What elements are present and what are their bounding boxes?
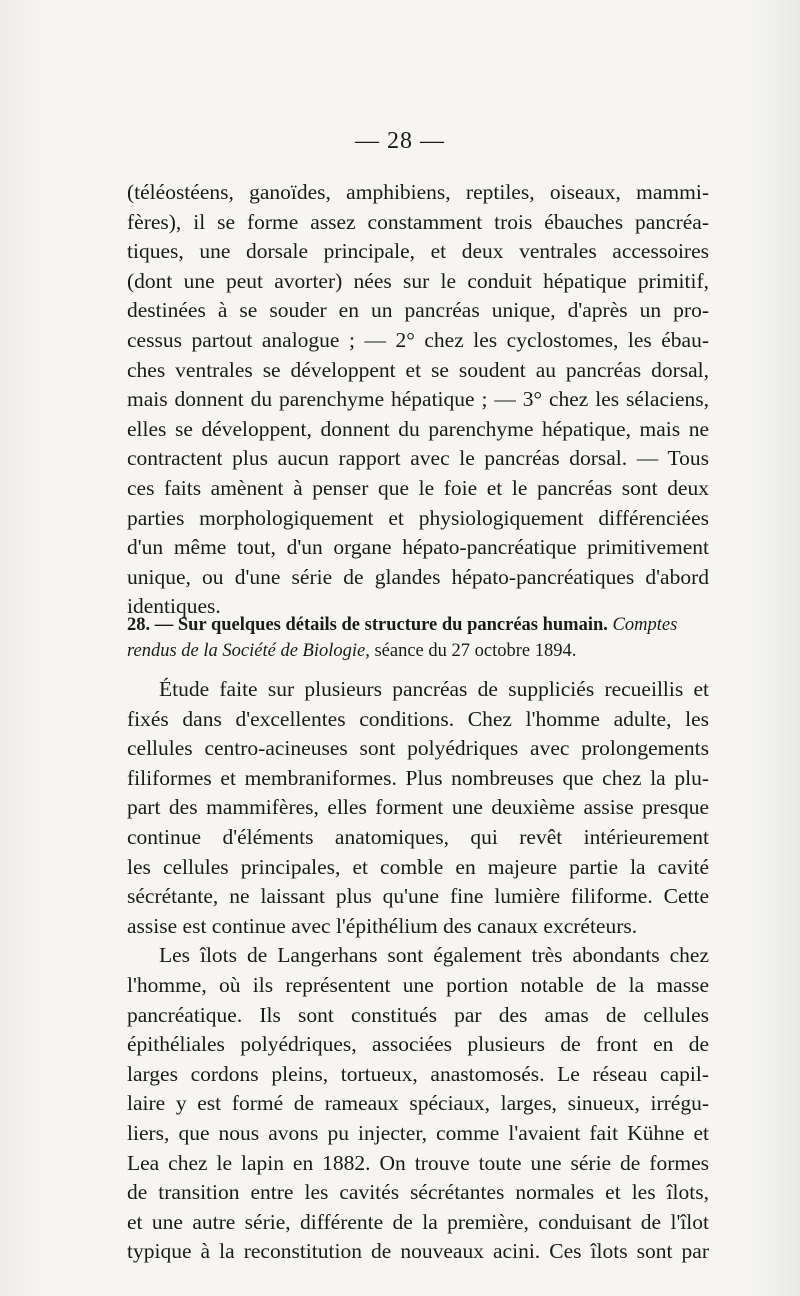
reference-journal: Comptes rendus de la Société de Biologie, bbox=[127, 615, 678, 661]
text-line: ces faits amènent à penser que le foie et le pancréas sont deux bbox=[127, 475, 709, 500]
text-line: (téléostéens, ganoïdes, amphibiens, reptiles, oiseaux, mammi- bbox=[127, 180, 709, 204]
text-line: et une autre série, différente de la première, conduisant de l'îlot bbox=[127, 1209, 709, 1234]
text-line: parties morphologiquement et physiologiquement différenciées bbox=[127, 505, 709, 530]
text-line: fères), il se forme assez constamment trois ébauches pancréa- bbox=[127, 209, 709, 234]
text-line: contractent plus aucun rapport avec le pancréas dorsal. — Tous bbox=[127, 446, 709, 471]
text-line: (dont une peut avorter) nées sur le conduit hépatique primitif, bbox=[127, 268, 709, 293]
study-paragraph bbox=[127, 675, 709, 1267]
text-line: liers, que nous avons pu injecter, comme l'avaient fait Kühne et bbox=[127, 1120, 709, 1145]
text-line: unique, ou d'une série de glandes hépato-pancréatiques d'abord bbox=[127, 564, 709, 589]
text-line: identiques. bbox=[127, 594, 221, 619]
text-line: mais donnent du parenchyme hépatique ; — 3° chez les sélaciens, bbox=[127, 387, 709, 412]
text-line: assise est continue avec l'épithélium des canaux excréteurs. bbox=[127, 913, 638, 938]
text-line: continue d'éléments anatomiques, qui revêt intérieurement bbox=[127, 824, 709, 849]
text-line: cellules centro-acineuses sont polyédriques avec prolongements bbox=[127, 736, 709, 761]
bibliographic-reference bbox=[127, 612, 709, 664]
reference-date: séance du 27 octobre 1894. bbox=[374, 641, 577, 661]
reference-title: Sur quelques détails de structure du pancréas humain. bbox=[177, 615, 608, 635]
text-line: Lea chez le lapin en 1882. On trouve toute une série de formes bbox=[127, 1150, 709, 1175]
text-line: typique à la reconstitution de nouveaux acini. Ces îlots sont par bbox=[127, 1239, 709, 1264]
text-line: Étude faite sur plusieurs pancréas de suppliciés recueillis et bbox=[159, 677, 709, 701]
reference-dash: — bbox=[154, 615, 174, 635]
text-line: pancréatique. Ils sont constitués par des amas de cellules bbox=[127, 1002, 709, 1027]
text-line: fixés dans d'excellentes conditions. Chez l'homme adulte, les bbox=[127, 706, 709, 731]
text-line: ches ventrales se développent et se soudent au pancréas dorsal, bbox=[127, 357, 709, 382]
text-line: elles se développent, donnent du parenchyme hépatique, mais ne bbox=[127, 416, 709, 441]
text-line: sécrétante, ne laissant plus qu'une fine lumière filiforme. Cette bbox=[127, 884, 709, 909]
text-line: tiques, une dorsale principale, et deux ventrales accessoires bbox=[127, 239, 709, 264]
text-line: destinées à se souder en un pancréas unique, d'après un pro- bbox=[127, 298, 709, 323]
intro-paragraph bbox=[127, 178, 709, 622]
text-line: larges cordons pleins, tortueux, anastomosés. Le réseau capil- bbox=[127, 1061, 709, 1086]
text-line: épithéliales polyédriques, associées plusieurs de front en de bbox=[127, 1032, 709, 1057]
text-line: laire y est formé de rameaux spéciaux, larges, sinueux, irrégu- bbox=[127, 1091, 709, 1116]
text-line: Les îlots de Langerhans sont également très abondants chez bbox=[159, 943, 709, 968]
text-line: d'un même tout, d'un organe hépato-pancréatique primitivement bbox=[127, 535, 709, 560]
text-line: cessus partout analogue ; — 2° chez les cyclostomes, les ébau- bbox=[127, 327, 709, 352]
text-line: part des mammifères, elles forment une deuxième assise presque bbox=[127, 795, 709, 820]
reference-number: 28. bbox=[127, 615, 151, 635]
text-line: l'homme, où ils représentent une portion notable de la masse bbox=[127, 972, 709, 997]
text-line: les cellules principales, et comble en majeure partie la cavité bbox=[127, 854, 709, 879]
page-number: — 28 — bbox=[355, 128, 445, 154]
text-line: filiformes et membraniformes. Plus nombreuses que chez la plu- bbox=[127, 765, 709, 790]
text-line: de transition entre les cavités sécrétantes normales et les îlots, bbox=[127, 1180, 709, 1205]
